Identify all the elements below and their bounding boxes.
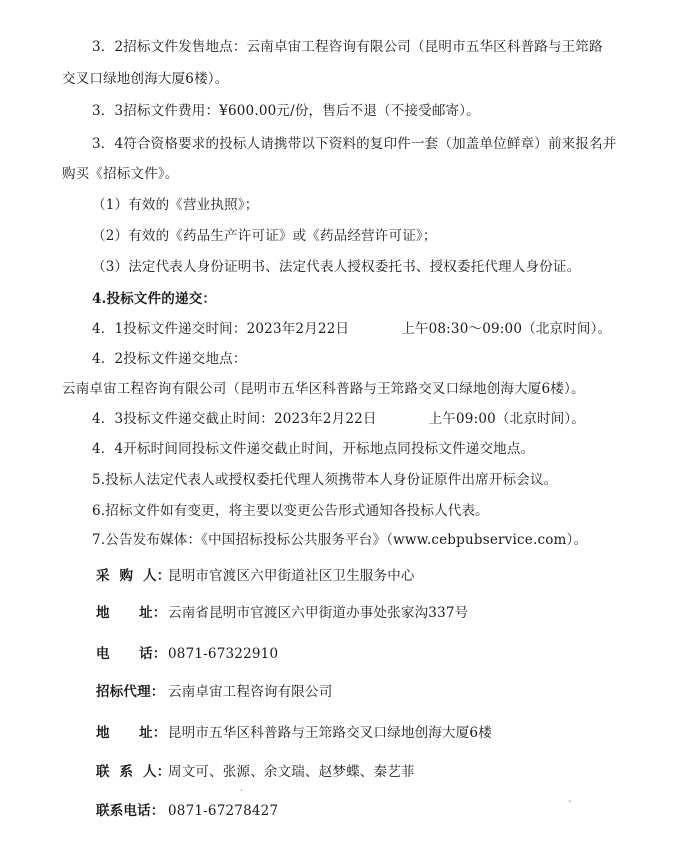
contact-purchaser-address bbox=[96, 604, 468, 622]
section-4-3-date: 4．3投标文件递交截止时间：2023年2月22日 bbox=[92, 411, 377, 427]
contact-agency-address-value: 昆明市五华区科普路与王筇路交叉口绿地创海大厦6楼 bbox=[168, 725, 492, 741]
contact-person bbox=[96, 763, 415, 781]
contact-purchaser bbox=[96, 567, 415, 585]
contact-person-label: 联 系 人： bbox=[96, 764, 171, 780]
contact-agency-phone-value: 0871-67278427 bbox=[168, 803, 279, 819]
contact-purchaser-address-label: 地 址： bbox=[96, 605, 167, 621]
contact-agency-phone bbox=[96, 802, 278, 820]
list-item-2: （2）有效的《药品生产许可证》或《药品经营许可证》； bbox=[92, 228, 437, 244]
contact-agency-phone-label: 联系电话： bbox=[96, 803, 165, 819]
list-item-1: （1）有效的《营业执照》； bbox=[92, 197, 259, 213]
contact-agency bbox=[96, 683, 332, 701]
contact-purchaser-label: 采 购 人： bbox=[96, 568, 171, 584]
contact-agency-label: 招标代理： bbox=[96, 684, 165, 700]
contact-agency-address bbox=[96, 724, 492, 742]
section-3-4-line-2: 购买《招标文件》。 bbox=[62, 166, 179, 182]
section-4-3 bbox=[92, 410, 585, 428]
scan-speck: - bbox=[568, 796, 572, 807]
contact-person-value: 周文可、张源、余文瑞、赵梦蝶、秦艺菲 bbox=[168, 764, 415, 780]
contact-purchaser-phone-label: 电 话： bbox=[96, 646, 167, 662]
section-6: 6.招标文件如有变更，将主要以变更公告形式通知各投标人代表。 bbox=[92, 503, 489, 519]
section-4-1 bbox=[92, 320, 611, 338]
section-4-2: 4．2投标文件递交地点： bbox=[92, 351, 247, 367]
contact-purchaser-phone bbox=[96, 645, 278, 663]
scan-speck: · bbox=[240, 786, 244, 797]
contact-agency-address-label: 地 址： bbox=[96, 725, 167, 741]
contact-purchaser-address-value: 云南省昆明市官渡区六甲街道办事处张家沟337号 bbox=[168, 605, 469, 621]
section-4-4: 4．4开标时间同投标文件递交截止时间，开标地点同投标文件递交地点。 bbox=[92, 441, 535, 457]
section-3-4-line-1: 3．4符合资格要求的投标人请携带以下资料的复印件一套（加盖单位鲜章）前来报名并 bbox=[92, 136, 617, 152]
section-4-heading: 4.投标文件的递交： bbox=[92, 291, 217, 307]
section-5: 5.投标人法定代表人或授权委托代理人须携带本人身份证原件出席开标会议。 bbox=[92, 472, 558, 488]
contact-agency-value: 云南卓宙工程咨询有限公司 bbox=[168, 684, 333, 700]
section-3-2-line-1: 3．2招标文件发售地点：云南卓宙工程咨询有限公司（昆明市五华区科普路与王筇路 bbox=[92, 39, 603, 55]
section-3-2-line-2: 交叉口绿地创海大厦6楼）。 bbox=[62, 71, 229, 87]
section-7: 7.公告发布媒体：《中国招标投标公共服务平台》（www.cebpubservice.com）。 bbox=[92, 532, 588, 548]
section-4-1-date: 4．1投标文件递交时间：2023年2月22日 bbox=[92, 321, 350, 337]
contact-purchaser-phone-value: 0871-67322910 bbox=[168, 646, 279, 662]
section-4-1-time: 上午08:30～09:00（北京时间）。 bbox=[401, 321, 612, 337]
list-item-3: （3）法定代表人身份证明书、法定代表人授权委托书、授权委托代理人身份证。 bbox=[92, 259, 581, 275]
section-3-3: 3．3招标文件费用：¥600.00元/份，售后不退（不接受邮寄）。 bbox=[92, 103, 480, 119]
contact-purchaser-value: 昆明市官渡区六甲街道社区卫生服务中心 bbox=[168, 568, 415, 584]
section-4-3-time: 上午09:00（北京时间）。 bbox=[428, 411, 586, 427]
section-4-2-address: 云南卓宙工程咨询有限公司（昆明市五华区科普路与王筇路交叉口绿地创海大厦6楼）。 bbox=[62, 381, 585, 397]
